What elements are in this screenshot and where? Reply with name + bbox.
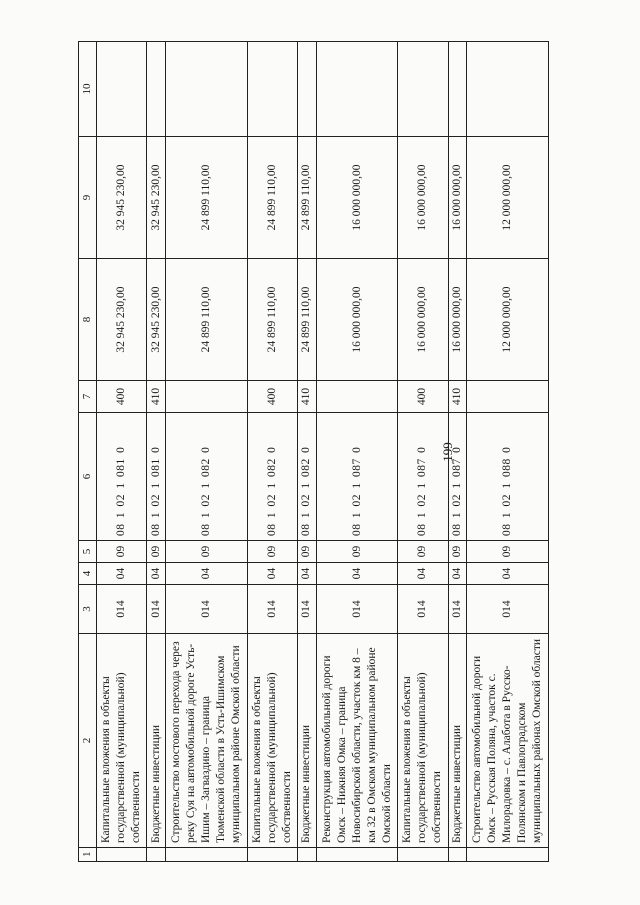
column-header: 6 xyxy=(79,413,97,541)
cell-col1 xyxy=(448,848,467,862)
table-row xyxy=(147,42,166,862)
cell-name: Бюджетные инвестиции xyxy=(147,634,166,848)
cell-section: 04 xyxy=(316,563,398,585)
cell-type xyxy=(166,381,248,413)
cell-amount: 24 899 110,00 xyxy=(247,137,297,259)
table-row xyxy=(398,42,448,862)
cell-target: 08 1 02 1 081 0 xyxy=(97,413,147,541)
cell-amount: 16 000 000,00 xyxy=(316,259,398,381)
cell-amount: 16 000 000,00 xyxy=(448,137,467,259)
cell-section: 04 xyxy=(247,563,297,585)
cell-type: 400 xyxy=(97,381,147,413)
cell-col10 xyxy=(448,42,467,137)
cell-section: 04 xyxy=(448,563,467,585)
cell-subsection: 09 xyxy=(297,541,316,563)
cell-col10 xyxy=(398,42,448,137)
cell-target: 08 1 02 1 082 0 xyxy=(247,413,297,541)
table-row xyxy=(166,42,248,862)
cell-section: 04 xyxy=(297,563,316,585)
cell-col1 xyxy=(398,848,448,862)
cell-amount: 16 000 000,00 xyxy=(398,137,448,259)
column-header: 8 xyxy=(79,259,97,381)
cell-col1 xyxy=(166,848,248,862)
cell-code: 014 xyxy=(97,585,147,634)
cell-type: 410 xyxy=(147,381,166,413)
cell-subsection: 09 xyxy=(448,541,467,563)
cell-section: 04 xyxy=(467,563,549,585)
column-header: 7 xyxy=(79,381,97,413)
cell-name: Реконструкция автомобильной дороги Омск – Нижняя Омка – граница Новосибирской области, участок км 8 – км 32 в Омском муниципальном районе Омской области xyxy=(316,634,398,848)
table-row xyxy=(467,42,549,862)
cell-name: Строительство мостового перехода через реку Суя на автомобильной дороге Усть-Ишим – Загваздино – граница Тюменской области в Усть-Ишимском муниципальном районе Омской области xyxy=(166,634,248,848)
cell-subsection: 09 xyxy=(97,541,147,563)
cell-code: 014 xyxy=(247,585,297,634)
cell-target: 08 1 02 1 082 0 xyxy=(297,413,316,541)
cell-target: 08 1 02 1 081 0 xyxy=(147,413,166,541)
cell-type: 410 xyxy=(297,381,316,413)
cell-type: 400 xyxy=(247,381,297,413)
cell-col10 xyxy=(467,42,549,137)
column-header: 5 xyxy=(79,541,97,563)
cell-target: 08 1 02 1 088 0 xyxy=(467,413,549,541)
cell-col10 xyxy=(166,42,248,137)
cell-col10 xyxy=(97,42,147,137)
cell-subsection: 09 xyxy=(147,541,166,563)
cell-amount: 32 945 230,00 xyxy=(97,137,147,259)
cell-code: 014 xyxy=(166,585,248,634)
table-row xyxy=(448,42,467,862)
cell-amount: 16 000 000,00 xyxy=(316,137,398,259)
cell-section: 04 xyxy=(166,563,248,585)
cell-amount: 32 945 230,00 xyxy=(147,259,166,381)
cell-section: 04 xyxy=(147,563,166,585)
cell-col1 xyxy=(297,848,316,862)
column-header: 3 xyxy=(79,585,97,634)
cell-amount: 16 000 000,00 xyxy=(448,259,467,381)
cell-amount: 24 899 110,00 xyxy=(247,259,297,381)
column-header: 4 xyxy=(79,563,97,585)
cell-type: 410 xyxy=(448,381,467,413)
cell-code: 014 xyxy=(467,585,549,634)
cell-amount: 24 899 110,00 xyxy=(297,259,316,381)
cell-subsection: 09 xyxy=(398,541,448,563)
cell-col1 xyxy=(147,848,166,862)
cell-target: 08 1 02 1 087 0 xyxy=(316,413,398,541)
cell-col10 xyxy=(147,42,166,137)
cell-name: Капитальные вложения в объекты государственной (муниципальной) собственности xyxy=(398,634,448,848)
cell-name: Бюджетные инвестиции xyxy=(297,634,316,848)
cell-target: 08 1 02 1 087 0 xyxy=(448,413,467,541)
cell-target: 08 1 02 1 087 0 xyxy=(398,413,448,541)
cell-col10 xyxy=(297,42,316,137)
cell-name: Бюджетные инвестиции xyxy=(448,634,467,848)
cell-col10 xyxy=(247,42,297,137)
cell-col1 xyxy=(97,848,147,862)
cell-code: 014 xyxy=(448,585,467,634)
cell-name: Строительство автомобильной дороги Омск – Русская Поляна, участок с. Милорадовка – с. Алабота в Русско-Полянском и Павлоградском муниципальных районах Омской области xyxy=(467,634,549,848)
cell-type xyxy=(316,381,398,413)
cell-code: 014 xyxy=(147,585,166,634)
cell-amount: 16 000 000,00 xyxy=(398,259,448,381)
cell-amount: 12 000 000,00 xyxy=(467,259,549,381)
budget-table-page xyxy=(78,42,549,862)
cell-amount: 32 945 230,00 xyxy=(97,259,147,381)
cell-subsection: 09 xyxy=(467,541,549,563)
column-header: 9 xyxy=(79,137,97,259)
cell-col1 xyxy=(247,848,297,862)
table-row xyxy=(97,42,147,862)
header-row xyxy=(79,42,97,862)
table-row xyxy=(297,42,316,862)
cell-name: Капитальные вложения в объекты государственной (муниципальной) собственности xyxy=(97,634,147,848)
cell-code: 014 xyxy=(297,585,316,634)
cell-type: 400 xyxy=(398,381,448,413)
cell-col1 xyxy=(316,848,398,862)
cell-section: 04 xyxy=(97,563,147,585)
column-header: 2 xyxy=(79,634,97,848)
table-row xyxy=(247,42,297,862)
cell-code: 014 xyxy=(398,585,448,634)
column-header: 10 xyxy=(79,42,97,137)
cell-name: Капитальные вложения в объекты государственной (муниципальной) собственности xyxy=(247,634,297,848)
cell-amount: 32 945 230,00 xyxy=(147,137,166,259)
cell-amount: 12 000 000,00 xyxy=(467,137,549,259)
cell-code: 014 xyxy=(316,585,398,634)
cell-col10 xyxy=(316,42,398,137)
cell-amount: 24 899 110,00 xyxy=(297,137,316,259)
cell-subsection: 09 xyxy=(166,541,248,563)
cell-amount: 24 899 110,00 xyxy=(166,259,248,381)
cell-subsection: 09 xyxy=(247,541,297,563)
page-number: 199 xyxy=(439,442,455,462)
cell-target: 08 1 02 1 082 0 xyxy=(166,413,248,541)
column-header: 1 xyxy=(79,848,97,862)
table-row xyxy=(316,42,398,862)
cell-section: 04 xyxy=(398,563,448,585)
cell-subsection: 09 xyxy=(316,541,398,563)
cell-type xyxy=(467,381,549,413)
budget-table xyxy=(78,41,549,862)
cell-amount: 24 899 110,00 xyxy=(166,137,248,259)
cell-col1 xyxy=(467,848,549,862)
